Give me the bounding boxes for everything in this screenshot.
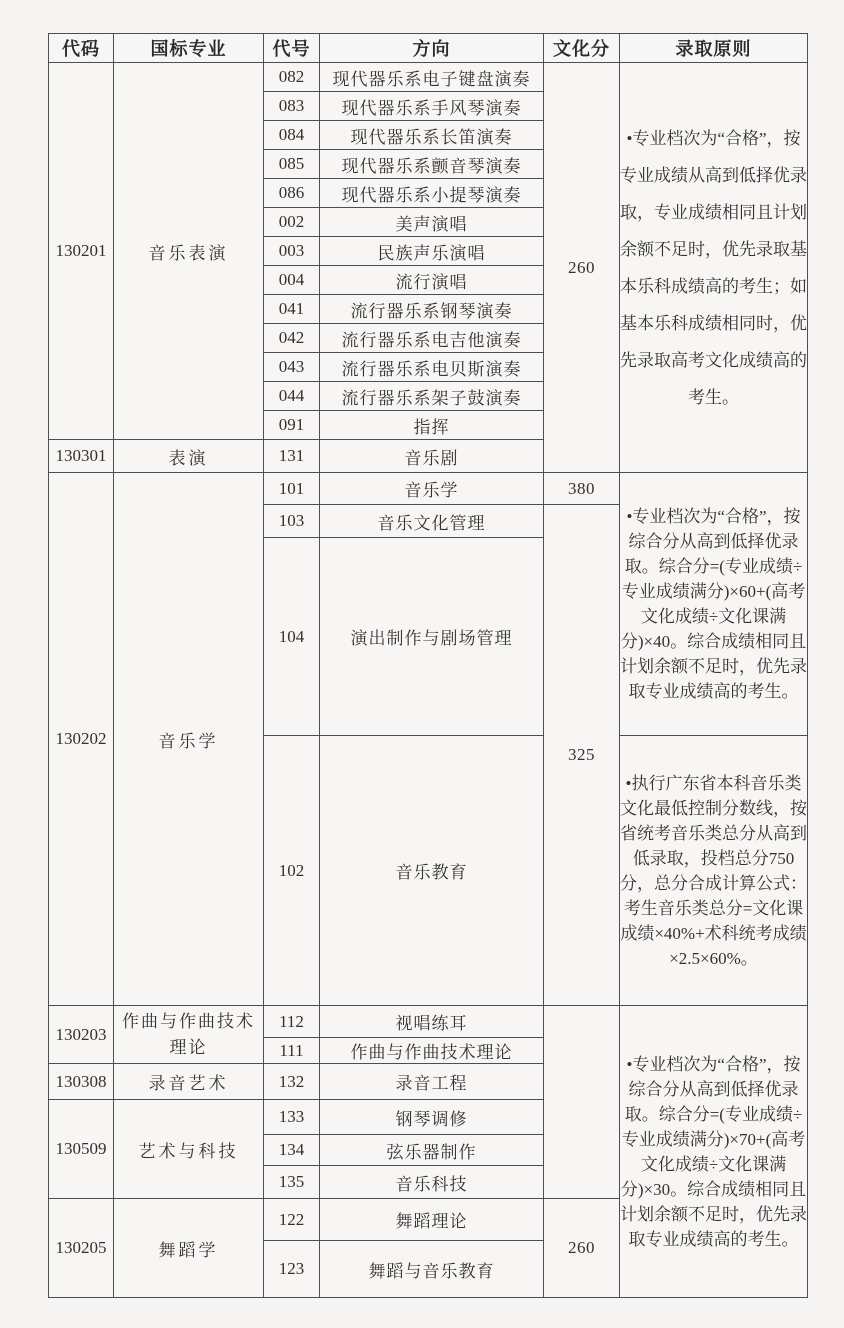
cell-direction: 指挥	[320, 411, 544, 440]
cell-direction: 作曲与作曲技术理论	[320, 1038, 544, 1064]
cell-direction: 流行器乐系电吉他演奏	[320, 324, 544, 353]
cell-sub-code: 134	[264, 1135, 320, 1166]
cell-direction: 现代器乐系颤音琴演奏	[320, 150, 544, 179]
cell-sub-code: 003	[264, 237, 320, 266]
cell-direction: 音乐教育	[320, 736, 544, 1006]
cell-direction: 现代器乐系电子键盘演奏	[320, 63, 544, 92]
cell-direction: 流行器乐系钢琴演奏	[320, 295, 544, 324]
cell-sub-code: 102	[264, 736, 320, 1006]
admissions-table-scan	[48, 33, 809, 1298]
cell-direction: 舞蹈理论	[320, 1199, 544, 1241]
cell-direction: 民族声乐演唱	[320, 237, 544, 266]
cell-direction: 流行器乐系架子鼓演奏	[320, 382, 544, 411]
cell-sub-code: 123	[264, 1241, 320, 1298]
cell-major-name: 音乐学	[114, 473, 264, 1006]
cell-sub-code: 112	[264, 1006, 320, 1038]
cell-sub-code: 086	[264, 179, 320, 208]
cell-major-name: 表演	[114, 440, 264, 473]
cell-admission-principle: •专业档次为“合格”，按综合分从高到低择优录取。综合分=(专业成绩÷专业成绩满分)×60+(高考文化成绩÷文化课满分)×40。综合成绩相同且计划余额不足时，优先录取专业成绩高的考生。	[620, 473, 808, 736]
cell-direction: 音乐学	[320, 473, 544, 505]
cell-group-code: 130203	[49, 1006, 114, 1064]
cell-admission-principle: •执行广东省本科音乐类文化最低控制分数线，按省统考音乐类总分从高到低录取，投档总分750分，总分合成计算公式：考生音乐类总分=文化课成绩×40%+术科统考成绩×2.5×60%。	[620, 736, 808, 1006]
cell-direction: 美声演唱	[320, 208, 544, 237]
table-row	[49, 1006, 808, 1038]
cell-sub-code: 101	[264, 473, 320, 505]
cell-direction: 流行器乐系电贝斯演奏	[320, 353, 544, 382]
cell-culture-score: 260	[544, 1199, 620, 1298]
cell-sub-code: 133	[264, 1100, 320, 1135]
cell-admission-principle: •专业档次为“合格”，按专业成绩从高到低择优录取，专业成绩相同且计划余额不足时，优先录取基本乐科成绩高的考生；如基本乐科成绩相同时，优先录取高考文化成绩高的考生。	[620, 63, 808, 473]
cell-culture-score: 325	[544, 505, 620, 1006]
column-header-culture-score: 文化分	[544, 34, 620, 63]
cell-direction: 钢琴调修	[320, 1100, 544, 1135]
cell-sub-code: 043	[264, 353, 320, 382]
admissions-table	[48, 33, 808, 1298]
cell-admission-principle: •专业档次为“合格”，按综合分从高到低择优录取。综合分=(专业成绩÷专业成绩满分)×70+(高考文化成绩÷文化课满分)×30。综合成绩相同且计划余额不足时，优先录取专业成绩高的考生。	[620, 1006, 808, 1298]
cell-direction: 音乐文化管理	[320, 505, 544, 538]
cell-group-code: 130201	[49, 63, 114, 440]
cell-direction: 音乐剧	[320, 440, 544, 473]
cell-direction: 流行演唱	[320, 266, 544, 295]
cell-culture-score-empty	[544, 1006, 620, 1199]
cell-sub-code: 044	[264, 382, 320, 411]
cell-sub-code: 085	[264, 150, 320, 179]
cell-sub-code: 104	[264, 538, 320, 736]
column-header-direction: 方向	[320, 34, 544, 63]
column-header-code: 代码	[49, 34, 114, 63]
cell-group-code: 130202	[49, 473, 114, 1006]
cell-sub-code: 083	[264, 92, 320, 121]
cell-major-name: 录音艺术	[114, 1064, 264, 1100]
cell-culture-score: 380	[544, 473, 620, 505]
table-row	[49, 473, 808, 505]
cell-sub-code: 135	[264, 1166, 320, 1199]
cell-sub-code: 091	[264, 411, 320, 440]
table-row	[49, 63, 808, 92]
cell-sub-code: 042	[264, 324, 320, 353]
cell-direction: 视唱练耳	[320, 1006, 544, 1038]
cell-group-code: 130301	[49, 440, 114, 473]
cell-culture-score: 260	[544, 63, 620, 473]
cell-sub-code: 002	[264, 208, 320, 237]
cell-major-name: 音乐表演	[114, 63, 264, 440]
cell-sub-code: 103	[264, 505, 320, 538]
cell-direction: 现代器乐系手风琴演奏	[320, 92, 544, 121]
cell-major-name: 作曲与作曲技术理论	[114, 1006, 264, 1064]
cell-sub-code: 122	[264, 1199, 320, 1241]
column-header-principle: 录取原则	[620, 34, 808, 63]
cell-direction: 音乐科技	[320, 1166, 544, 1199]
cell-direction: 现代器乐系长笛演奏	[320, 121, 544, 150]
cell-major-name: 艺术与科技	[114, 1100, 264, 1199]
cell-group-code: 130509	[49, 1100, 114, 1199]
column-header-sub-code: 代号	[264, 34, 320, 63]
column-header-major: 国标专业	[114, 34, 264, 63]
cell-direction: 弦乐器制作	[320, 1135, 544, 1166]
cell-sub-code: 111	[264, 1038, 320, 1064]
cell-major-name: 舞蹈学	[114, 1199, 264, 1298]
cell-direction: 舞蹈与音乐教育	[320, 1241, 544, 1298]
cell-sub-code: 004	[264, 266, 320, 295]
cell-sub-code: 082	[264, 63, 320, 92]
cell-direction: 录音工程	[320, 1064, 544, 1100]
cell-group-code: 130205	[49, 1199, 114, 1298]
cell-sub-code: 041	[264, 295, 320, 324]
cell-sub-code: 084	[264, 121, 320, 150]
header-row	[49, 34, 808, 63]
cell-sub-code: 131	[264, 440, 320, 473]
cell-group-code: 130308	[49, 1064, 114, 1100]
cell-sub-code: 132	[264, 1064, 320, 1100]
cell-direction: 现代器乐系小提琴演奏	[320, 179, 544, 208]
cell-direction: 演出制作与剧场管理	[320, 538, 544, 736]
